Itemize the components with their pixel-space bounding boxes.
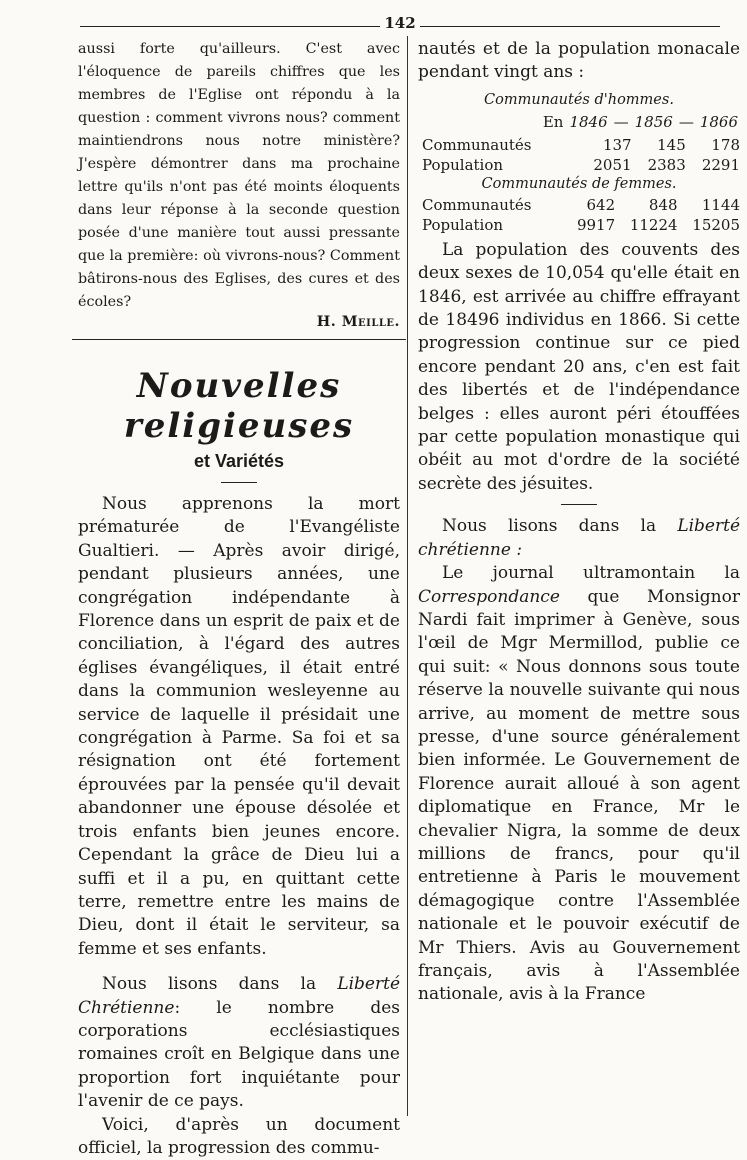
cell: 2291: [701, 155, 740, 174]
men-communities-title: Communautés d'hommes.: [484, 91, 674, 108]
intro-paragraph: aussi forte qu'ailleurs. C'est avec l'éloquence de pareils chiffres que les membres de l'Eglise ont répondu à la question : comment vivrons nous? comment maintiendrons nous notre ministère? J'espère démontrer dans ma prochaine lettre qu'ils n'ont pas été moints éloquents dans leur réponse à la seconde question posée d'une manière tout aussi pressante que la première: où vivrons-nous? Comment bâtirons-nous des Eglises, des cures et des écoles?: [78, 41, 400, 310]
cell: 2383: [647, 155, 686, 174]
article-liberte-intro: [418, 515, 740, 562]
article-convents: La population des couvents des deux sexes de 10,054 qu'elle était en 1846, est arrivée au chiffre effrayant de 18496 individus en 1866. Si cette progression continue sur ce pied encore pendant 20 ans, c'en est fait des libertés et de l'indépendance belges : elles auront péri étouffées par cette population monastique qui obéit au mot d'ordre de la société secrète des jésuites.: [418, 239, 740, 494]
column-divider: [407, 36, 408, 1116]
article-belgium-intro: [78, 973, 400, 1113]
article-belgium-continued: Voici, d'après un document officiel, la progression des commu-: [78, 1114, 400, 1158]
text-span: que Monsignor Nardi fait imprimer à Genève, sous l'œil de Mgr Mermillod, publie ce qui suit: « Nous donnons sous toute réserve la nouvelle suivante qui nous arrive, au moment de mettre sous presse, d'une source généralement bien informée. Le Gouvernement de Florence aurait alloué à son agent diplomatique en France, Mr le chevalier Nigra, la somme de deux millions de francs, pour qu'il entretienne à Paris le mouvement démagogique contre l'Assemblée nationale et le pouvoir exécutif de Mr Thiers. Avis au Gouvernement français, avis à l'Assemblée nationale, avis à la France: [418, 586, 740, 1005]
table-row: [422, 135, 740, 155]
text-span: Nous lisons dans la: [102, 974, 338, 995]
cell: 1144: [701, 195, 740, 214]
years-row: [418, 111, 740, 133]
signature: H. Meille.: [316, 314, 400, 330]
right-column: [418, 38, 740, 1007]
cell: 145: [657, 135, 686, 154]
table-row: [422, 215, 740, 235]
cell: 178: [711, 135, 740, 154]
section-title: Nouvelles religieuses: [123, 366, 355, 446]
cell: 2051: [593, 155, 632, 174]
row-label: Communautés: [422, 135, 532, 154]
text-span: : le nombre des corporations ecclésiastiques romaines croît en Belgique dans une proportion fort inquiétante pour l'avenir de ce pays.: [78, 997, 400, 1112]
row-label: Population: [422, 215, 504, 234]
article-correspondance: [418, 562, 740, 1007]
dash: —: [678, 112, 694, 131]
short-rule: [221, 482, 257, 483]
journal-title: Liberté chrétienne :: [418, 516, 740, 560]
header-rule-right: [420, 26, 720, 27]
section-subtitle: et Variétés: [193, 451, 285, 471]
text-span: Nous lisons dans la: [442, 516, 678, 537]
year-1866: 1866: [699, 112, 738, 131]
table-row: [422, 155, 740, 175]
article-gualtieri: Nous apprenons la mort prématurée de l'Evangéliste Gualtieri. — Après avoir dirigé, pendant plusieurs années, une congrégation indépendante à Florence dans un esprit de paix et de conciliation, à l'égard des autres églises évangéliques, il était entré dans la communion wesleyenne au service de laquelle il présidait une congrégation à Parme. Sa foi et sa résignation ont été fortement éprouvées par la pensée qu'il devait abandonner une épouse désolée et trois enfants bien jeunes encore. Cependant la grâce de Dieu lui a suffi et il a pu, en quittant cette terre, remettre entre les mains de Dieu, dont il était le serviteur, sa femme et ses enfants.: [78, 494, 400, 959]
cell: 642: [586, 195, 616, 214]
journal-title: Liberté Chrétienne: [78, 974, 400, 1018]
dash: —: [613, 112, 629, 131]
row-label: Population: [422, 155, 504, 174]
continuation-text: nautés et de la population monacale pendant vingt ans :: [418, 39, 740, 83]
cell: 9917: [576, 215, 616, 234]
journal-title: Correspondance: [418, 586, 560, 607]
year-1846: 1846: [569, 112, 608, 131]
header-rule-left: [80, 26, 380, 27]
women-communities-title: Communautés de femmes.: [481, 175, 677, 192]
left-column: [78, 38, 400, 1160]
page-header: [80, 14, 720, 34]
statistics-table-women: [422, 195, 740, 235]
page-number: 142: [384, 14, 416, 32]
en-label: En: [542, 112, 564, 131]
signature-line: [78, 314, 400, 330]
short-rule: [561, 504, 597, 505]
year-1856: 1856: [634, 112, 673, 131]
text-span: Le journal ultramontain la: [442, 563, 740, 584]
statistics-table-men: [422, 135, 740, 175]
cell: 15205: [692, 215, 740, 234]
cell: 11224: [629, 215, 678, 234]
cell: 848: [648, 195, 678, 214]
table-row: [422, 195, 740, 215]
section-separator: [72, 339, 406, 340]
cell: 137: [602, 135, 632, 154]
row-label: Communautés: [422, 195, 532, 214]
